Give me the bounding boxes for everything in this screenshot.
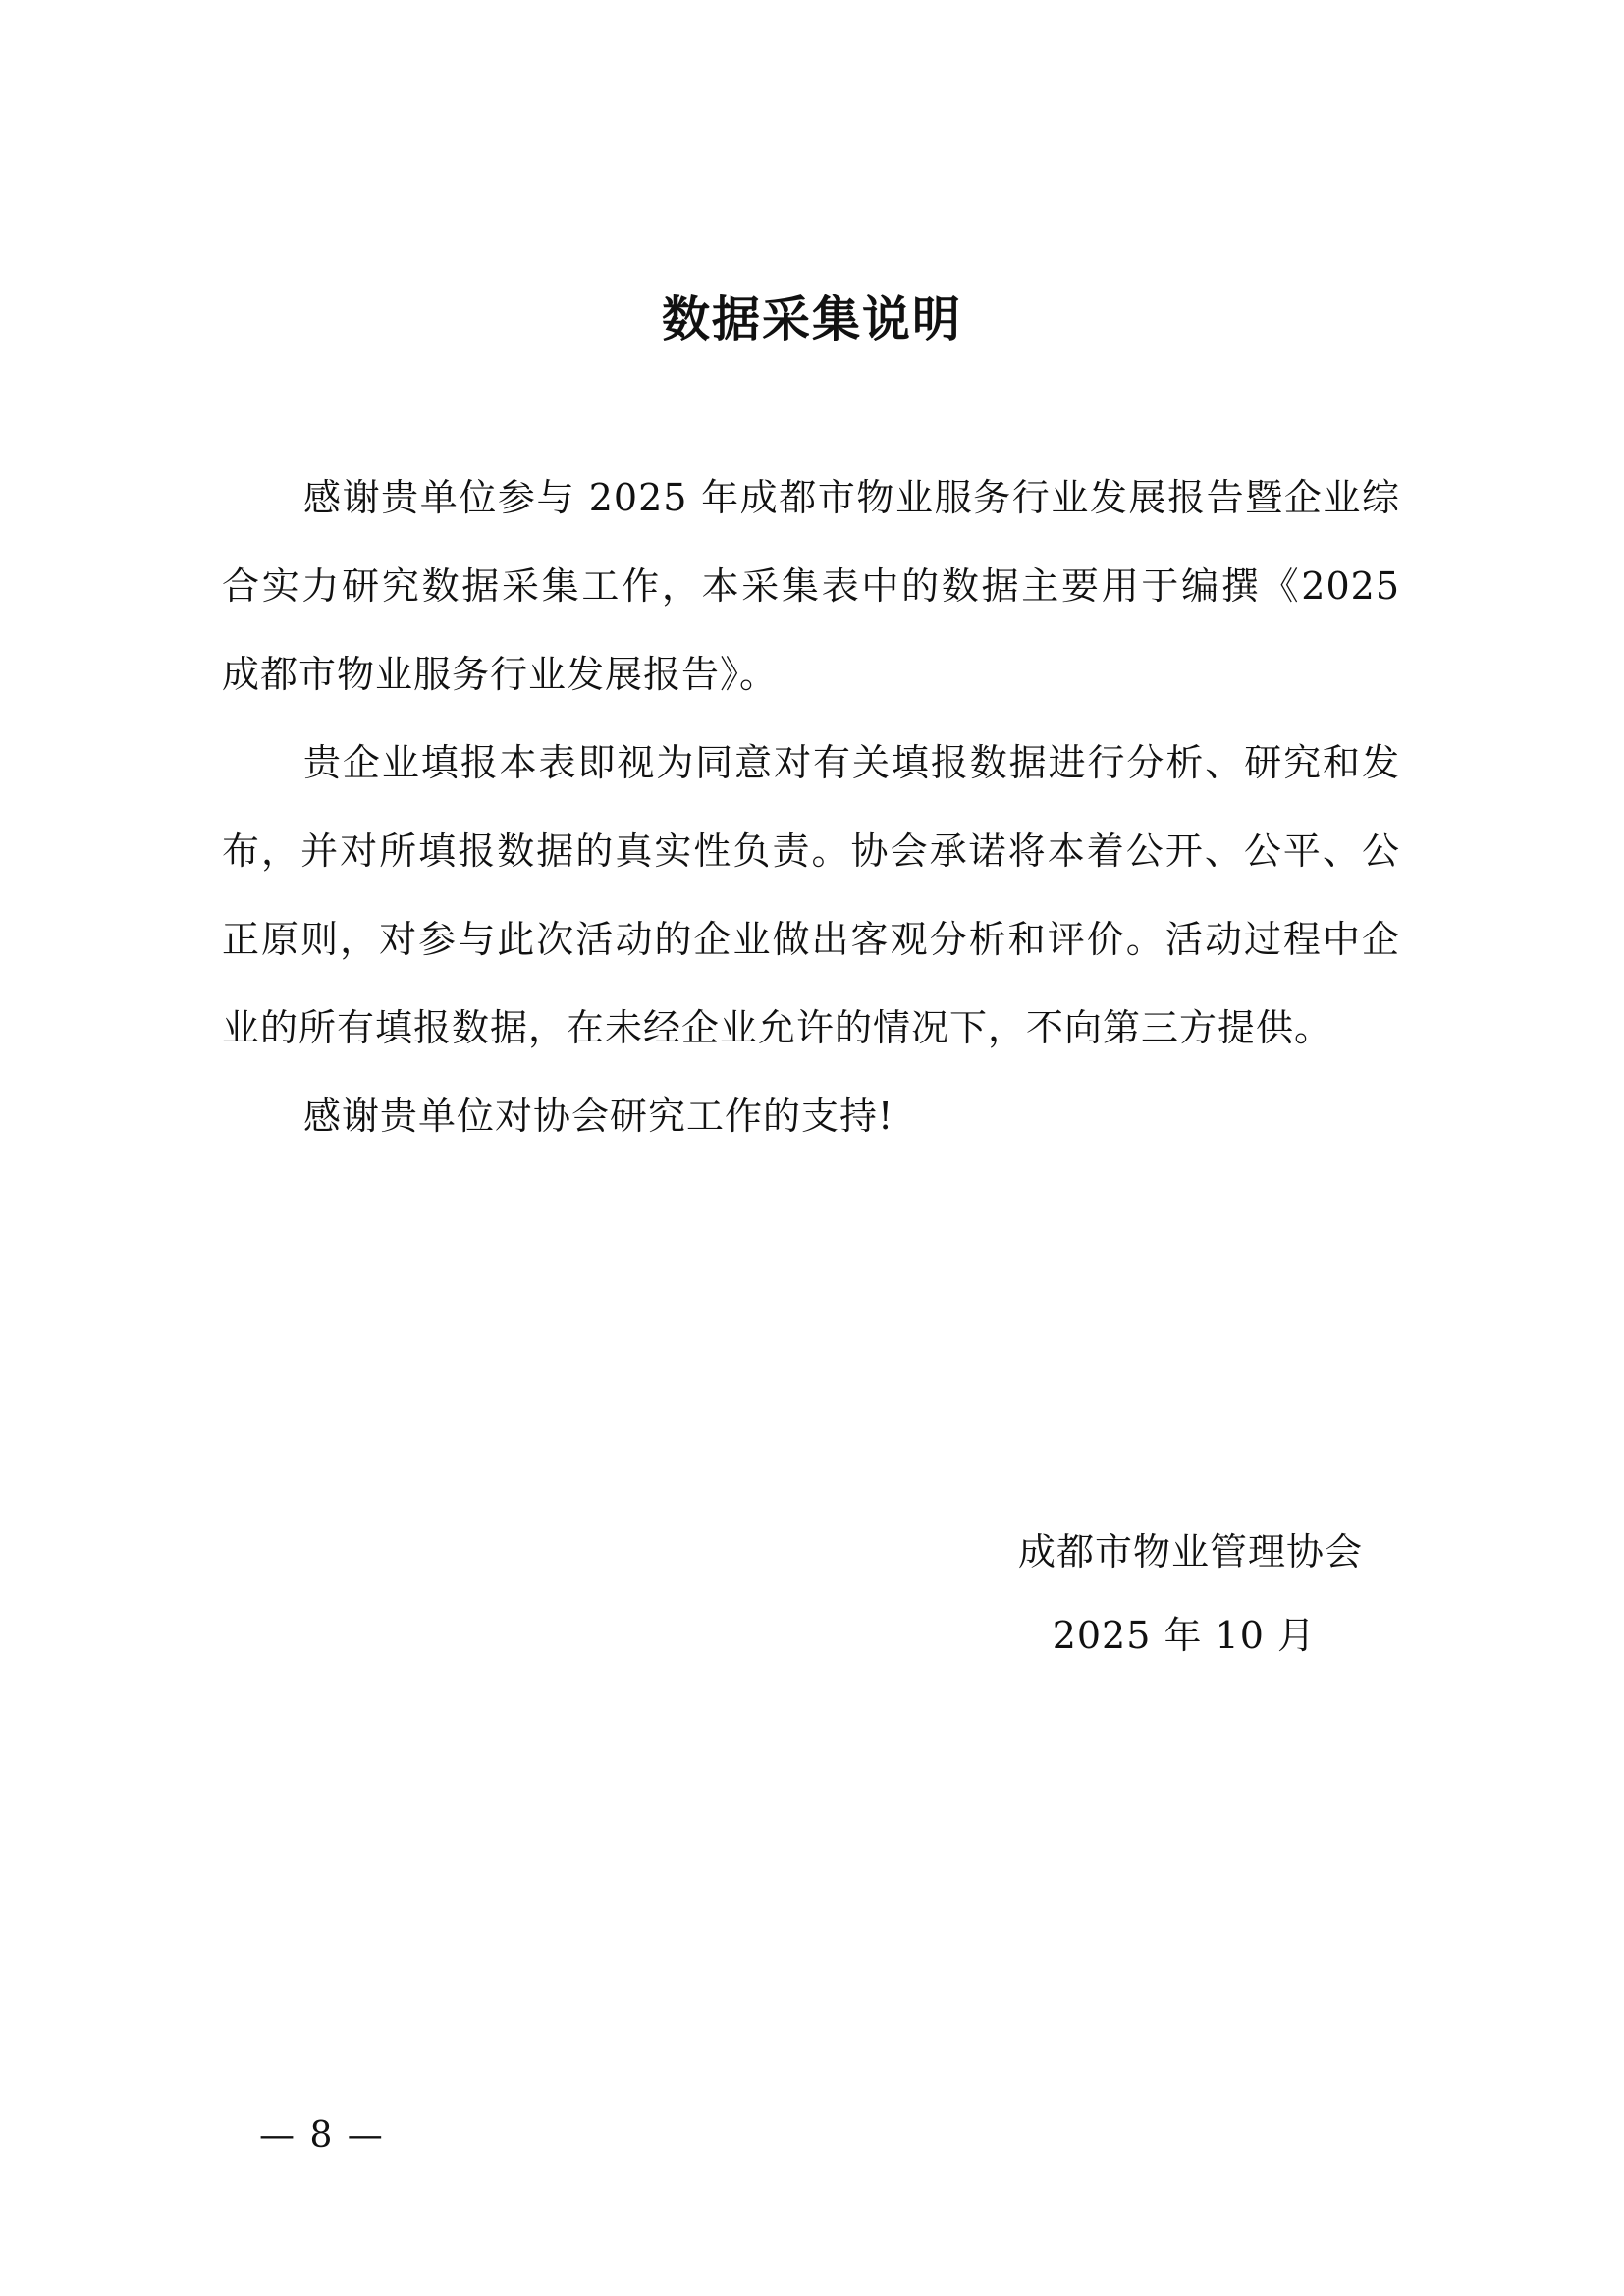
signature-organization: 成都市物业管理协会 <box>1017 1530 1363 1574</box>
paragraph-intro: 感谢贵单位参与 2025 年成都市物业服务行业发展报告暨企业综合实力研究数据采集工作，本采集表中的数据主要用于编撰《2025 成都市物业服务行业发展报告》。 <box>222 476 1400 696</box>
paragraph-consent: 贵企业填报本表即视为同意对有关填报数据进行分析、研究和发布，并对所填报数据的真实性负责。协会承诺将本着公开、公平、公正原则，对参与此次活动的企业做出客观分析和评价。活动过程中企业的所有填报数据，在未经企业允许的情况下，不向第三方提供。 <box>222 741 1400 1049</box>
paragraph-thanks: 感谢贵单位对协会研究工作的支持! <box>303 1095 894 1138</box>
document-body <box>222 454 1400 1160</box>
page-number: — 8 — <box>259 2115 385 2156</box>
signature-date: 2025 年 10 月 <box>1052 1614 1316 1657</box>
page-title: 数据采集说明 <box>661 292 962 347</box>
